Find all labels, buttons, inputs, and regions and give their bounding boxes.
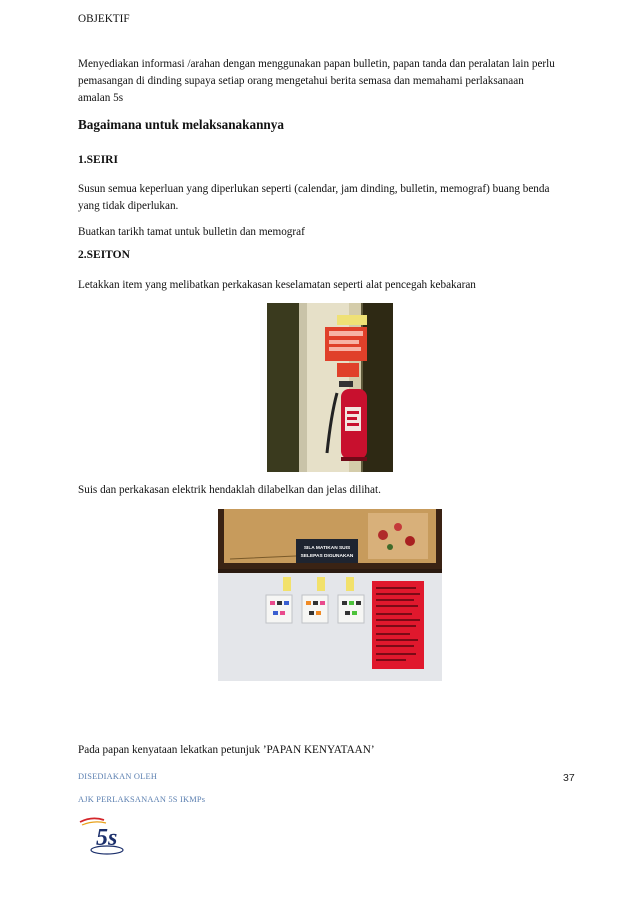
- seiton-heading: 2.SEITON: [78, 249, 130, 261]
- seiri-line-1: Susun semua keperluan yang diperlukan seperti (calendar, jam dinding, bulletin, memograf) buang benda: [78, 183, 550, 195]
- fire-extinguisher-illustration: [267, 303, 393, 472]
- fire-safety-text: Letakkan item yang melibatkan perkakasan keselamatan seperti alat pencegah kebakaran: [78, 279, 476, 291]
- objective-line-2: pemasangan di dinding supaya setiap orang mengetahui berita semasa dan memahami perlaksanaan: [78, 75, 524, 87]
- how-heading: Bagaimana untuk melaksanakannya: [78, 117, 284, 132]
- objective-line-3: amalan 5s: [78, 92, 124, 104]
- 5s-logo-mark: [78, 812, 132, 858]
- notice-board-text: Pada papan kenyataan lekatkan petunjuk ’PAPAN KENYATAAN’: [78, 744, 375, 756]
- footer-prepared-by: DISEDIAKAN OLEH: [78, 772, 158, 781]
- switch-panel-photo: [218, 509, 442, 681]
- footer-committee: AJK PERLAKSANAAN 5S IKMPs: [78, 795, 206, 804]
- logo-5s-text: 5s: [96, 825, 118, 851]
- objective-line-1: Menyediakan informasi /arahan dengan menggunakan papan bulletin, papan tanda dan peralatan lain perlu: [78, 58, 555, 70]
- switch-sign-line-1: SILA MATIKAN SUIS: [303, 546, 351, 551]
- page-number: 37: [563, 772, 575, 784]
- seiri-heading: 1.SEIRI: [78, 154, 118, 166]
- seiri-note: Buatkan tarikh tamat untuk bulletin dan memograf: [78, 226, 305, 238]
- switch-sign-line-2: SELEPAS DIGUNAKAN: [300, 554, 354, 559]
- objective-heading: OBJEKTIF: [78, 13, 130, 25]
- seiri-line-2: yang tidak diperlukan.: [78, 200, 179, 212]
- fire-extinguisher-photo: [267, 303, 393, 472]
- electrical-label-text: Suis dan perkakasan elektrik hendaklah dilabelkan dan jelas dilihat.: [78, 484, 381, 496]
- switch-panel-illustration: [218, 509, 442, 681]
- 5s-logo: [78, 812, 132, 858]
